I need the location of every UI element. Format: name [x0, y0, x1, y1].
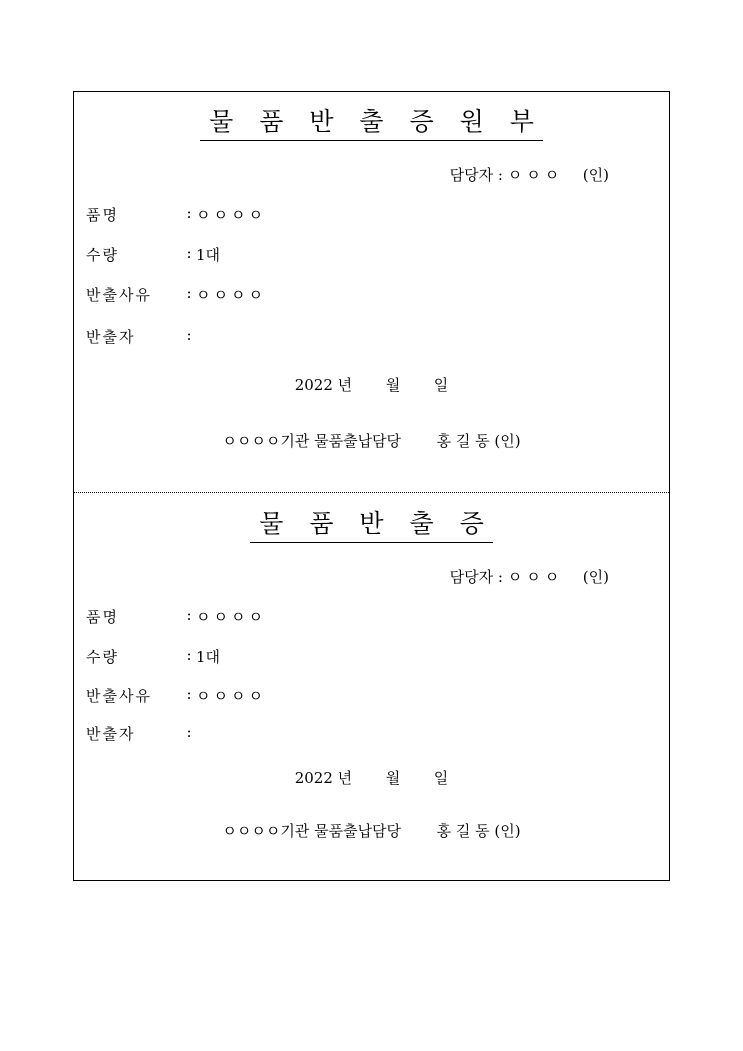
- date-month: 월: [385, 769, 401, 787]
- field-value: 1대: [196, 648, 221, 666]
- field-carrier: [86, 723, 196, 744]
- signer-name: 홍 길 동: [436, 822, 490, 840]
- field-separator: :: [186, 685, 192, 703]
- date-day: 일: [433, 769, 449, 787]
- manager-value: ㅇㅇㅇ: [507, 166, 564, 184]
- field-separator: :: [186, 723, 192, 741]
- date-day: 일: [433, 376, 449, 394]
- form-frame: [73, 91, 670, 881]
- field-item-name: [86, 204, 266, 225]
- field-value: ㅇㅇㅇㅇ: [196, 206, 266, 224]
- original-section: [74, 92, 669, 493]
- field-carrier: [86, 326, 196, 347]
- field-label: 반출사유: [86, 687, 152, 705]
- field-label: 품명: [86, 608, 119, 626]
- receipt-manager: [450, 566, 609, 587]
- field-label: 반출사유: [86, 286, 152, 304]
- field-item-name: [86, 606, 266, 627]
- signer-name: 홍 길 동: [436, 432, 490, 450]
- manager-value: ㅇㅇㅇ: [507, 568, 564, 586]
- field-separator: :: [186, 646, 192, 664]
- field-label: 수량: [86, 246, 119, 264]
- field-label: 품명: [86, 206, 119, 224]
- receipt-title: [74, 508, 669, 543]
- field-label: 수량: [86, 648, 119, 666]
- field-quantity: [86, 244, 220, 265]
- field-label: 반출자: [86, 725, 136, 743]
- receipt-signoff: [74, 820, 669, 841]
- org-role: ㅇㅇㅇㅇ기관 물품출납담당: [222, 822, 402, 840]
- signer-seal: (인): [494, 822, 521, 840]
- original-title-text: 물 품 반 출 증 원 부: [200, 106, 543, 141]
- field-separator: :: [186, 244, 192, 262]
- signer-seal: (인): [494, 432, 521, 450]
- field-separator: :: [186, 326, 192, 344]
- original-date: [74, 374, 669, 395]
- original-manager: [450, 164, 609, 185]
- date-month: 월: [385, 376, 401, 394]
- date-year: 2022 년: [294, 769, 353, 787]
- field-value: ㅇㅇㅇㅇ: [196, 608, 266, 626]
- manager-label: 담당자 :: [449, 568, 503, 586]
- manager-seal: (인): [582, 166, 609, 184]
- field-value: 1대: [196, 246, 221, 264]
- receipt-date: [74, 767, 669, 788]
- manager-seal: (인): [582, 568, 609, 586]
- field-separator: :: [186, 284, 192, 302]
- original-title: [74, 106, 669, 141]
- field-value: ㅇㅇㅇㅇ: [196, 687, 266, 705]
- field-value: ㅇㅇㅇㅇ: [196, 286, 266, 304]
- field-quantity: [86, 646, 220, 667]
- field-separator: :: [186, 204, 192, 222]
- manager-label: 담당자 :: [449, 166, 503, 184]
- field-label: 반출자: [86, 328, 136, 346]
- field-reason: [86, 685, 266, 706]
- field-reason: [86, 284, 266, 305]
- date-year: 2022 년: [294, 376, 353, 394]
- original-signoff: [74, 430, 669, 451]
- field-separator: :: [186, 606, 192, 624]
- receipt-section: [74, 494, 669, 880]
- cut-line-divider: [74, 492, 669, 493]
- org-role: ㅇㅇㅇㅇ기관 물품출납담당: [222, 432, 402, 450]
- receipt-title-text: 물 품 반 출 증: [250, 508, 493, 543]
